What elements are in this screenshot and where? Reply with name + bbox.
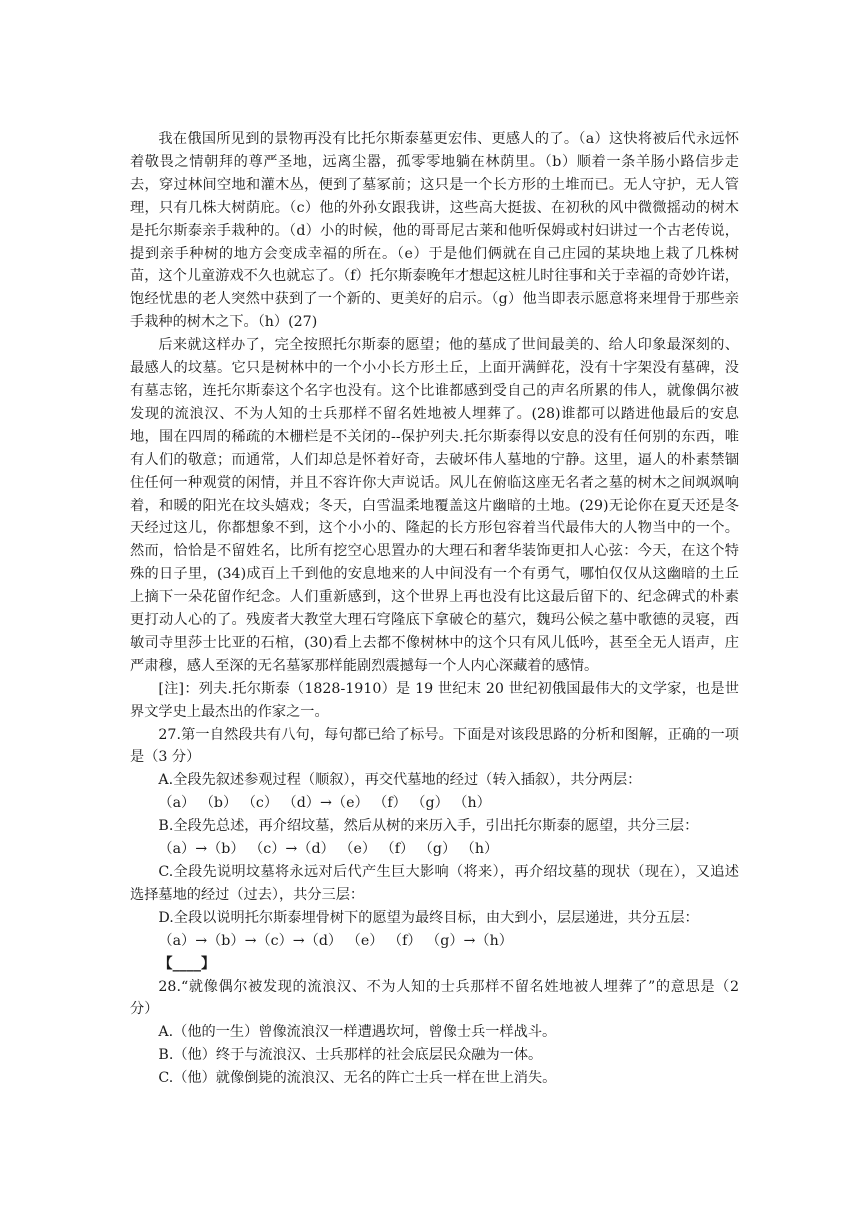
passage-paragraph-2: 后来就这样办了，完全按照托尔斯泰的愿望；他的墓成了世间最美的、给人印象最深刻的、最感人的坟墓。它只是树林中的一个小小长方形土丘，上面开满鲜花，没有十字架没有墓碑，没有墓志铭，连托尔斯泰这个名字也没有。这个比谁都感到受自己的声名所累的伟人，就像偶尔被发现的流浪汉、不为人知的士兵那样不留名姓地被人埋葬了。(28)谁都可以踏进他最后的安息地，围在四周的稀疏的木栅栏是不关闭的--保护列夫.托尔斯泰得以安息的没有任何别的东西，唯有人们的敬意；而通常，人们却总是怀着好奇，去破坏伟人墓地的宁静。这里，逼人的朴素禁锢住任何一种观赏的闲情，并且不容许你大声说话。风儿在俯临这座无名者之墓的树木之间飒飒响着，和暖的阳光在坟头嬉戏；冬天，白雪温柔地覆盖这片幽暗的土地。(29)无论你在夏天还是冬天经过这儿，你都想象不到，这个小小的、隆起的长方形包容着当代最伟大的人物当中的一个。然而，恰恰是不留姓名，比所有挖空心思置办的大理石和奢华装饰更扣人心弦：今天，在这个特殊的日子里，(34)成百上千到他的安息地来的人中间没有一个有勇气，哪怕仅仅从这幽暗的土丘上摘下一朵花留作纪念。人们重新感到，这个世界上再也没有比这最后留下的、纪念碑式的朴素更打动人心的了。残废者大教堂大理石穹隆底下拿破仑的墓穴，魏玛公候之墓中歌德的灵寝，西敏司寺里莎士比亚的石棺，(30)看上去都不像树林中的这个只有风儿低吟，甚至全无人语声，庄严肃穆，感人至深的无名墓冢那样能剧烈震撼每一个人内心深藏着的感情。: [130, 337, 739, 674]
question-27-answer-blank: 【____】: [158, 955, 216, 972]
passage-paragraph-1: 我在俄国所见到的景物再没有比托尔斯泰墓更宏伟、更感人的了。（a）这快将被后代永远怀着敬畏之情朝拜的尊严圣地，远离尘嚣，孤零零地躺在林荫里。（b）顺着一条羊肠小路信步走去，穿过林间空地和灌木丛，便到了墓冢前；这只是一个长方形的土堆而已。无人守护，无人管理，只有几株大树荫庇。（c）他的外孙女跟我讲，这些高大挺拔、在初秋的风中微微摇动的树木是托尔斯泰亲手栽种的。（d）小的时候，他的哥哥尼古莱和他听保姆或村妇讲过一个古老传说，提到亲手种树的地方会变成幸福的所在。（e）于是他们俩就在自己庄园的某块地上栽了几株树苗，这个儿童游戏不久也就忘了。（f）托尔斯泰晚年才想起这桩儿时往事和关于幸福的奇妙许诺，饱经忧患的老人突然中获到了一个新的、更美好的启示。（g）他当即表示愿意将来埋骨于那些亲手栽种的树木之下。（h）(27): [130, 131, 739, 331]
question-27-option-d-diagram: （a）→（b）→（c）→（d） （e） （f） （g）→（h）: [158, 932, 513, 949]
question-28-stem: 28.“就像偶尔被发现的流浪汉、不为人知的士兵那样不留名姓地被人埋葬了”的意思是（2 分）: [130, 978, 739, 1018]
question-28-option-c: C.（他）就像倒毙的流浪汉、无名的阵亡士兵一样在世上消失。: [158, 1070, 557, 1087]
question-28-option-b: B.（他）终于与流浪汉、士兵那样的社会底层民众融为一体。: [158, 1047, 543, 1064]
question-27-option-a: A.全段先叙述参观过程（顺叙），再交代墓地的经过（转入插叙），共分两层：: [158, 772, 642, 789]
question-27-option-b: B.全段先总述，再介绍坟墓，然后从树的来历入手，引出托尔斯泰的愿望，共分三层：: [158, 818, 699, 835]
passage-note: [注]：列夫.托尔斯泰（1828-1910）是 19 世纪末 20 世纪初俄国最伟大的文学家，也是世界文学史上最杰出的作家之一。: [130, 680, 739, 720]
question-27-option-a-diagram: （a） （b） （c） （d）→（e） （f） （g） （h）: [158, 795, 491, 812]
question-28-option-a: A.（他的一生）曾像流浪汉一样遭遇坎坷，曾像士兵一样战斗。: [158, 1024, 557, 1041]
question-27-stem: 27.第一自然段共有八句，每句都已给了标号。下面是对该段思路的分析和图解，正确的一项是（3 分）: [130, 726, 739, 766]
question-27-option-d: D.全段以说明托尔斯泰埋骨树下的愿望为最终目标，由大到小，层层递进，共分五层：: [158, 909, 699, 926]
question-27-option-c: C.全段先说明坟墓将永远对后代产生巨大影响（将来），再介绍坟墓的现状（现在），又追述选择墓地的经过（过去），共分三层：: [130, 864, 739, 903]
question-27-option-b-diagram: （a）→（b） （c）→（d） （e） （f） （g） （h）: [158, 841, 499, 858]
